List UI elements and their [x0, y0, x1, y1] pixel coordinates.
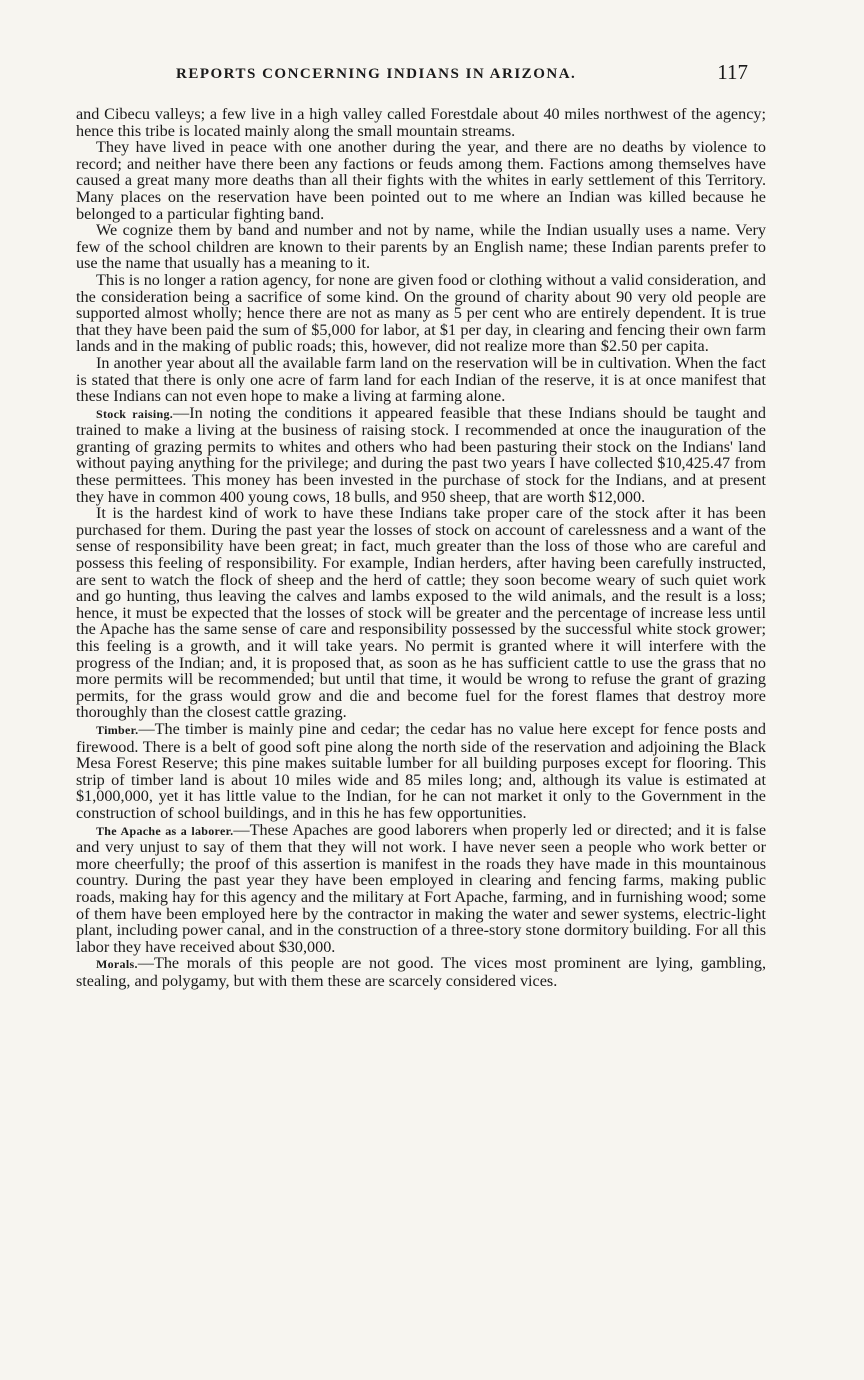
page-number: 117	[717, 60, 748, 84]
paragraph: Morals.—The morals of this people are not good. The vices most prominent are lying, gambling, stealing, and polygamy, but with them these are scarcely considered vices.	[76, 954, 766, 990]
paragraph: The Apache as a laborer.—These Apaches are good laborers when properly led or directed; and it is false and very unjust to say of them that they will not work. I have never seen a people who work better or more cheerfully; the proof of this assertion is manifest in the roads they have made in this mountainous country. During the past year they have been employed in clearing and fencing farms, making public roads, making hay for this agency and the military at Fort Apache, farming, and in furnishing wood; some of them have been employed here by the contractor in making the water and sewer systems, electric-light plant, including power canal, and in the construction of a three-story stone dormitory building. For all this labor they have received about $30,000.	[76, 820, 767, 956]
paragraph: This is no longer a ration agency, for none are given food or clothing without a valid consideration, and the consideration being a sacrifice of some kind. On the ground of charity about 90 very old people are supported almost wholly; hence there are not as many as 5 per cent who are entirely dependent. It is true that they have been paid the sum of $5,000 for labor, at $1 per day, in clearing and fencing their own farm lands and in the making of public roads; this, however, did not realize more than $2.50 per capita.	[76, 270, 766, 356]
paragraph: They have lived in peace with one another during the year, and there are no deaths by violence to record; and neither have there been any factions or feuds among them. Factions among themselves have caused a great many more deaths than all their fights with the whites in early settlement of this Territory. Many places on the reservation have been pointed out to me where an Indian was killed because he belonged to a particular fighting band.	[76, 138, 766, 223]
running-title: REPORTS CONCERNING INDIANS IN ARIZONA.	[176, 66, 577, 82]
page-header	[76, 60, 766, 90]
paragraph: In another year about all the available farm land on the reservation will be in cultivation. When the fact is stated that there is only one acre of farm land for each Indian of the reserve, it is at once manifest that these Indians can not even hope to make a living at farming alone.	[76, 353, 766, 406]
paragraph: Stock raising.—In noting the conditions it appeared feasible that these Indians should be taught and trained to make a living at the business of raising stock. I recommended at once the inauguration of the granting of grazing permits to whites and others who had been pasturing their stock on the Indians' land without paying anything for the privilege; and during the past two years I have collected $10,425.47 from these permittees. This money has been invested in the purchase of stock for the Indians, and at present they have in common 400 young cows, 18 bulls, and 950 sheep, that are worth $12,000.	[76, 403, 766, 506]
side-heading: Stock raising.	[96, 406, 174, 421]
body-text	[76, 106, 766, 989]
paragraph: We cognize them by band and number and not by name, while the Indian usually uses a name. Very few of the school children are known to their parents by an English name; these Indian parents prefer to use the name that usually has a meaning to it.	[76, 221, 766, 273]
side-heading: Morals.	[96, 957, 138, 972]
paragraph: It is the hardest kind of work to have these Indians take proper care of the stock after it has been purchased for them. During the past year the losses of stock on account of carelessness and a want of the sense of responsibility have been great; in fact, much greater than the loss of those who are careful and possess this feeling of responsibility. For example, Indian herders, after having been carefully instructed, are sent to watch the flock of sheep and the herd of cattle; they soon become weary of such quiet work and go hunting, thus leaving the calves and lambs exposed to the wild animals, and the result is a loss; hence, it must be expected that the losses of stock will be greater and the percentage of increase less until the Apache has the same sense of care and responsibility possessed by the successful white stock grower; this feeling is a growth, and it will take years. No permit is granted where it will interfere with the progress of the Indian; and, it is proposed that, as soon as he has sufficient cattle to use the grass that no more permits will be recommended; but until that time, it would be wrong to refuse the grant of grazing permits, for the grass would grow and die and become fuel for the forest flames that destroy more thoroughly than the closest cattle grazing.	[76, 504, 766, 722]
paragraph: and Cibecu valleys; a few live in a high valley called Forestdale about 40 miles northwest of the agency; hence this tribe is located mainly along the small mountain streams.	[76, 105, 766, 140]
paragraph: Timber.—The timber is mainly pine and cedar; the cedar has no value here except for fence posts and firewood. There is a belt of good soft pine along the north side of the reservation and adjoining the Black Mesa Forest Reserve; this pine makes suitable lumber for all building purposes except for flooring. This strip of timber land is about 10 miles wide and 85 miles long; and, although its value is estimated at $1,000,000, yet it has little value to the Indian, for he can not market it only to the Government in the construction of school buildings, and in this he has few opportunities.	[76, 719, 766, 822]
side-heading: The Apache as a laborer.	[96, 823, 234, 838]
side-heading: Timber.	[96, 722, 139, 737]
